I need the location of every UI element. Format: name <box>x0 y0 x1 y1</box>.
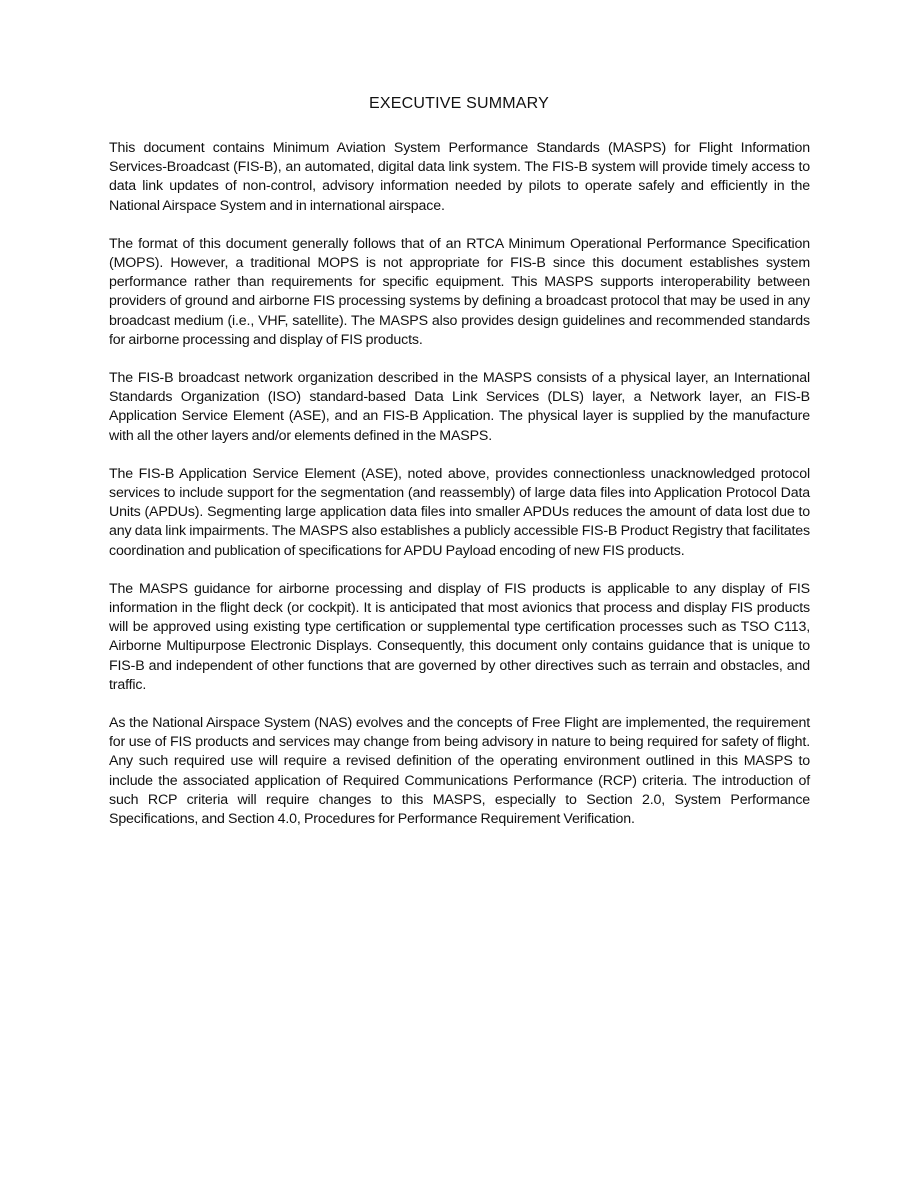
paragraph-1: This document contains Minimum Aviation System Performance Standards (MASPS) for Flight Information Services-Broadcast (FIS-B), an automated, digital data link system. The FIS-B system will provide timely access to data link updates of non-control, advisory information needed by pilots to operate safely and efficiently in the National Airspace System and in international airspace. <box>109 140 810 214</box>
document-body <box>109 139 810 848</box>
paragraph-4: The FIS-B Application Service Element (ASE), noted above, provides connectionless unacknowledged protocol services to include support for the segmentation (and reassembly) of large data files into Application Protocol Data Units (APDUs). Segmenting large application data files into smaller APDUs reduces the amount of data lost due to any data link impairments. The MASPS also establishes a publicly accessible FIS-B Product Registry that facilitates coordination and publication of specifications for APDU Payload encoding of new FIS products. <box>109 465 810 559</box>
paragraph-6: As the National Airspace System (NAS) evolves and the concepts of Free Flight are implemented, the requirement for use of FIS products and services may change from being advisory in nature to being required for safety of flight. Any such required use will require a revised definition of the operating environment outlined in this MASPS to include the associated application of Required Communications Performance (RCP) criteria. The introduction of such RCP criteria will require changes to this MASPS, especially to Section 2.0, System Performance Specifications, and Section 4.0, Procedures for Performance Requirement Verification. <box>109 715 810 828</box>
paragraph-5: The MASPS guidance for airborne processing and display of FIS products is applicable to any display of FIS information in the flight deck (or cockpit). It is anticipated that most avionics that process and display FIS products will be approved using existing type certification or supplemental type certification processes such as TSO C113, Airborne Multipurpose Electronic Displays. Consequently, this document only contains guidance that is unique to FIS-B and independent of other functions that are governed by other directives such as terrain and obstacles, and traffic. <box>109 580 810 693</box>
paragraph-3: The FIS-B broadcast network organization described in the MASPS consists of a physical layer, an International Standards Organization (ISO) standard-based Data Link Services (DLS) layer, a Network layer, an FIS-B Application Service Element (ASE), and an FIS-B Application. The physical layer is supplied by the manufacture with all the other layers and/or elements defined in the MASPS. <box>109 370 810 444</box>
page-title: EXECUTIVE SUMMARY <box>368 95 550 112</box>
paragraph-2: The format of this document generally follows that of an RTCA Minimum Operational Performance Specification (MOPS). However, a traditional MOPS is not appropriate for FIS-B since this document establishes system performance rather than requirements for specific equipment. This MASPS supports interoperability between providers of ground and airborne FIS processing systems by defining a broadcast protocol that may be used in any broadcast medium (i.e., VHF, satellite). The MASPS also provides design guidelines and recommended standards for airborne processing and display of FIS products. <box>109 235 810 348</box>
